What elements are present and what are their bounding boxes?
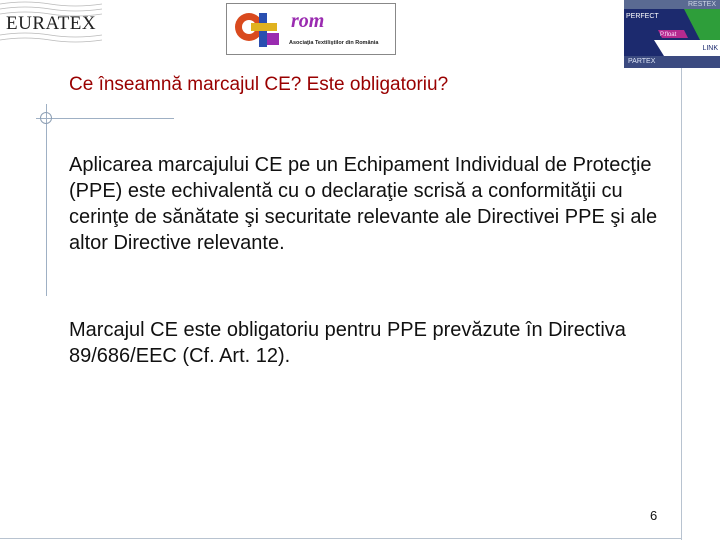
logo-label-partex: PARTEX [628, 58, 656, 65]
body-paragraph-1: Aplicarea marcajului CE pe un Echipament Individual de Protecţie (PPE) este echivalentă cu o declaraţie scrisă a conformităţii cu cerinţe de sănătate şi securitate relevante ale Directivei PPE şi ale altor Directive relevante. [69, 154, 658, 254]
perfect-link-logo [624, 0, 720, 68]
logo-label-link: LINK [702, 45, 718, 52]
euratex-wordmark: EURATEX [6, 13, 97, 34]
euratex-logo [0, 0, 102, 44]
logo-label-restex: RESTEX [687, 1, 716, 8]
atr-logo [226, 3, 396, 55]
right-frame-rule [681, 68, 682, 540]
page-number: 6 [650, 508, 658, 523]
body-paragraph-2: Marcajul CE este obligatoriu pentru PPE prevăzute în Directiva 89/686/EEC (Cf. Art. 12). [69, 319, 626, 367]
atr-wordmark: rom [291, 10, 325, 32]
atr-logo-mark-icon [233, 7, 285, 51]
bottom-frame-rule [0, 538, 682, 539]
logo-label-perfect: PERFECT [626, 13, 659, 20]
logo-label-pfloat: P.float [660, 32, 677, 38]
left-vertical-rule [46, 104, 47, 296]
atr-subtitle: Asociaţia Textiliştilor din România [289, 40, 379, 46]
title-underline-rule [36, 118, 174, 119]
slide-title: Ce înseamnă marcajul CE? Este obligatoriu? [69, 74, 449, 95]
circle-crosshair-icon [38, 110, 54, 126]
